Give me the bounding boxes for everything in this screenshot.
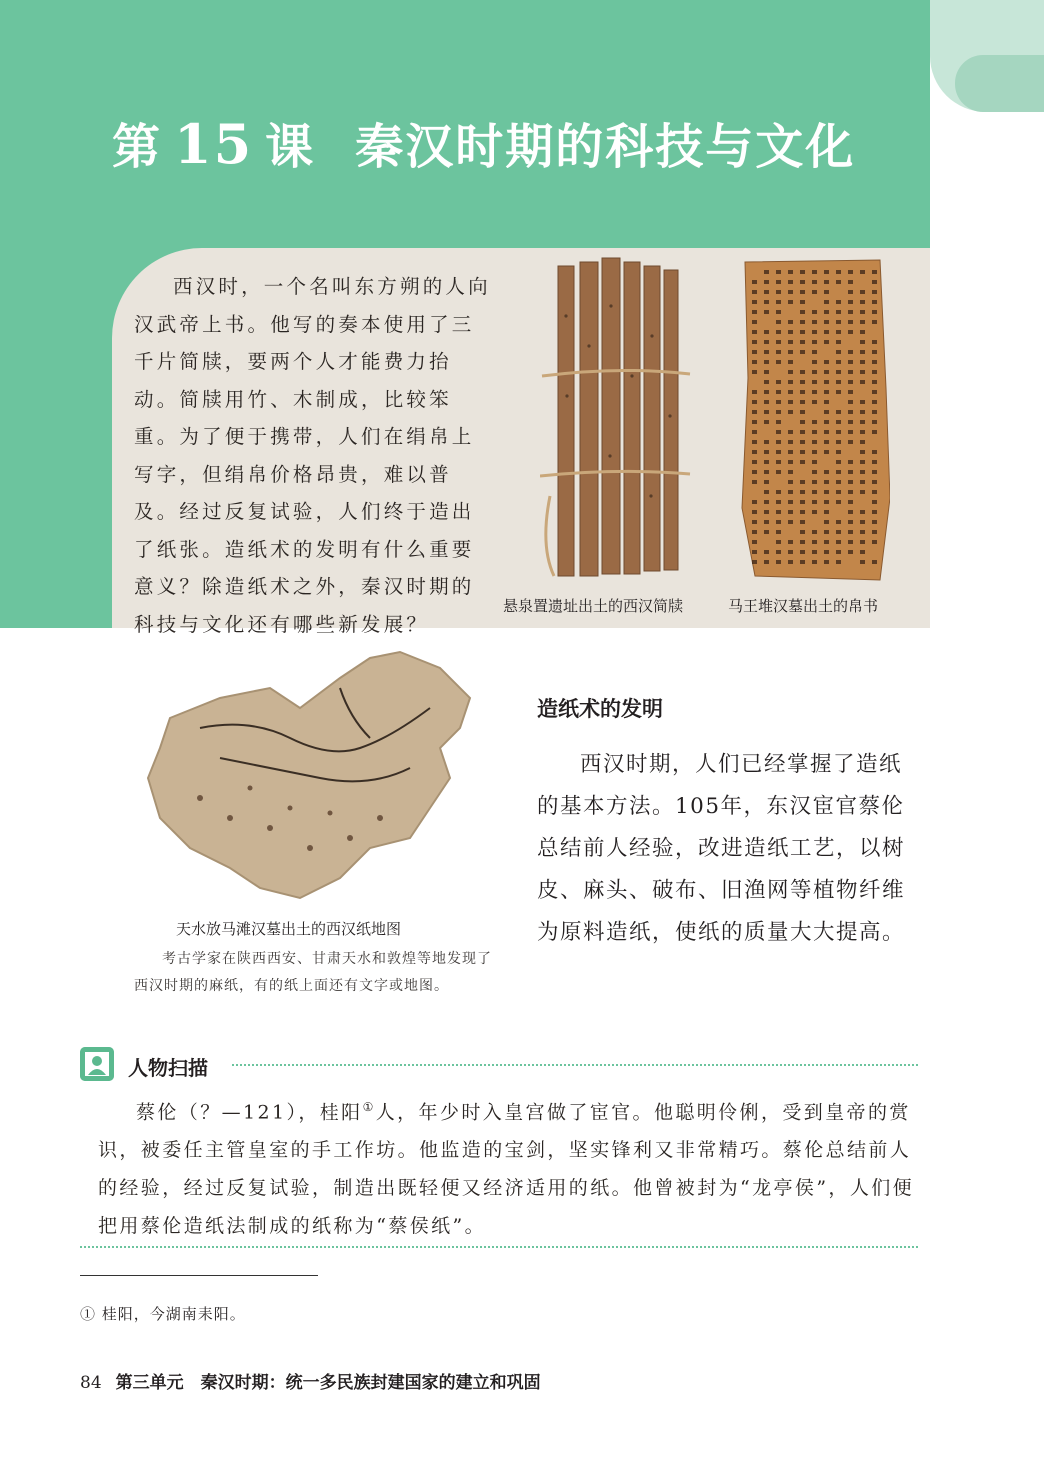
person-icon	[80, 1047, 114, 1081]
page-footer	[80, 1368, 541, 1393]
map-note: 考古学家在陕西西安、甘肃天水和敦煌等地发现了西汉时期的麻纸，有的纸上面还有文字或地图。	[134, 951, 492, 994]
section-body: 西汉时期，人们已经掌握了造纸的基本方法。105年，东汉宦官蔡伦总结前人经验，改进造纸工艺，以树皮、麻头、破布、旧渔网等植物纤维为原料造纸，使纸的质量大大提高。	[537, 752, 906, 945]
lesson-number: 15	[174, 112, 254, 176]
footnote-mark: ①	[362, 1100, 376, 1114]
scan-text-after: 人，年少时入皇宫做了宦官。他聪明伶俐，受到皇帝的赏识，被委任主管皇室的手工作坊。他监造的宝剑，坚实锋利又非常精巧。蔡伦总结前人的经验，经过反复试验，制造出既轻便又经济适用的纸。他曾被封为“龙亭侯”，人们便把用蔡伦造纸法制成的纸称为“蔡侯纸”。	[98, 1101, 915, 1238]
dotted-divider-bottom	[80, 1246, 918, 1248]
people-scan-text	[98, 1088, 920, 1245]
map-caption: 天水放马滩汉墓出土的西汉纸地图	[176, 920, 402, 938]
unit-title: 第三单元 秦汉时期：统一多民族封建国家的建立和巩固	[115, 1373, 541, 1393]
corner-decoration-inner	[955, 55, 1044, 112]
dotted-divider-top	[232, 1064, 918, 1066]
bamboo-caption: 悬泉置遗址出土的西汉简牍	[503, 597, 684, 615]
footnote-rule	[80, 1275, 318, 1276]
footnote: ① 桂阳，今湖南耒阳。	[80, 1305, 246, 1323]
lesson-title	[112, 108, 855, 177]
intro-text: 西汉时，一个名叫东方朔的人向汉武帝上书。他写的奏本使用了三千片简牍，要两个人才能费力抬动。简牍用竹、木制成，比较笨重。为了便于携带，人们在绢帛上写字，但绢帛价格昂贵，难以普及。经过反复试验，人们终于造出了纸张。造纸术的发明有什么重要意义？除造纸术之外，秦汉时期的科技与文化还有哪些新发展？	[134, 275, 491, 636]
silk-caption: 马王堆汉墓出土的帛书	[728, 597, 879, 615]
silk-manuscript-image	[740, 258, 890, 583]
people-scan-label: 人物扫描	[128, 1056, 208, 1080]
lesson-suffix: 课	[265, 119, 316, 175]
page-number: 84	[80, 1373, 102, 1393]
paper-map-image	[140, 648, 480, 910]
bamboo-slips-image	[540, 256, 700, 586]
section-heading: 造纸术的发明	[537, 696, 663, 721]
lesson-prefix: 第	[112, 119, 163, 175]
lesson-name: 秦汉时期的科技与文化	[355, 119, 856, 175]
scan-text-before: 蔡伦（？—121），桂阳	[136, 1101, 363, 1124]
